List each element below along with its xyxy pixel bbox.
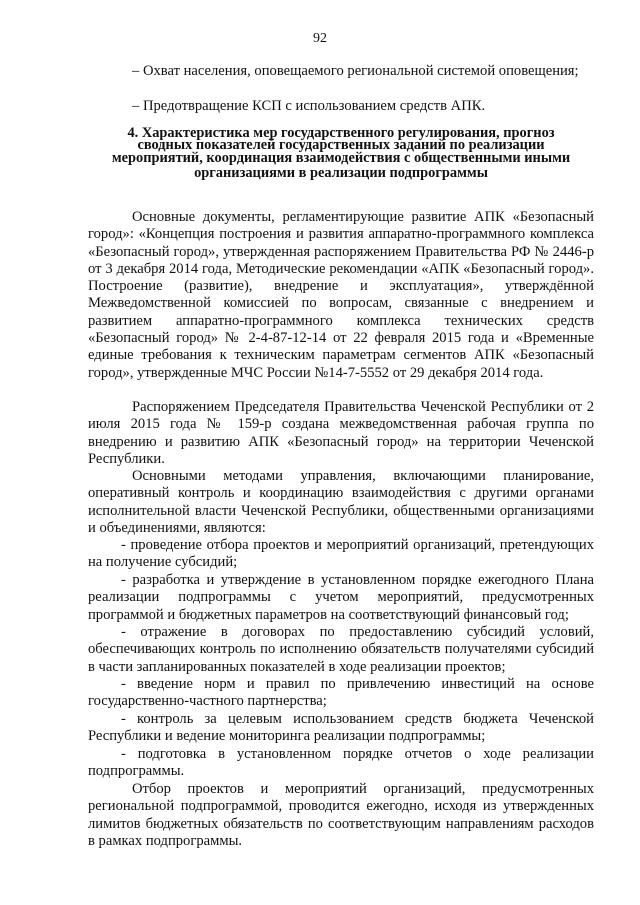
heading-line: сводных показателей государственных заданий по реализации (137, 137, 545, 153)
page-number: 92 (313, 31, 327, 46)
heading-line: организациями в реализации подпрограммы (194, 164, 488, 181)
list-item-coverage: – Охват населения, оповещаемого региональной системой оповещения; (132, 63, 579, 79)
bullet-reports: - подготовка в установленном порядке отчетов о ходе реализации подпрограммы. (88, 746, 594, 780)
paragraph-methods: Основными методами управления, включающими планирование, оперативный контроль и координацию взаимодействия с другими органами исполнительной власти Чеченской Республики, общественными организациями и объединениями, являются: (88, 468, 594, 536)
list-item-prevention: – Предотвращение КСП с использованием средств АПК. (132, 98, 486, 114)
bullet-selection: - проведение отбора проектов и мероприятий организаций, претендующих на получение субсидий; (88, 537, 594, 571)
heading-line: 4. Характеристика мер государственного регулирования, прогноз (127, 125, 555, 141)
paragraph-documents: Основные документы, регламентирующие развитие АПК «Безопасный город»: «Концепция построения и развития аппаратно-программного комплекса «Безопасный город», утвержденная распоряжением Правительства РФ № 2446-р от 3 декабря 2014 года, Методические рекомендации «АПК «Безопасный город». Построение (развитие), внедрение и эксплуатация», утверждённой Межведомственной комиссией по вопросам, связанные с внедрением и развитием аппаратно-программного комплекса технических средств «Безопасный город» № 2-4-87-12-14 от 22 февраля 2015 года и «Временные единые требования к техническим параметрам сегментов АПК «Безопасный город», утвержденные МЧС России №14-7-5552 от 29 декабря 2014 года. (88, 209, 594, 381)
paragraph-working-group: Распоряжением Председателя Правительства Чеченской Республики от 2 июля 2015 года № 159-р создана межведомственная рабочая группа по внедрению и развитию АПК «Безопасный город» на территории Чеченской Республики. (88, 399, 594, 467)
bullet-investment: - введение норм и правил по привлечению инвестиций на основе государственно-частного партнерства; (88, 676, 594, 710)
paragraph-selection: Отбор проектов и мероприятий организаций, предусмотренных региональной подпрограммой, проводится ежегодно, исходя из утвержденных лимитов бюджетных обязательств по соответствующим направлениям расходов в рамках подпрограммы. (88, 781, 594, 849)
bullet-contracts: - отражение в договорах по предоставлению субсидий условий, обеспечивающих контроль по исполнению обязательств получателями субсидий в части запланированных показателей в ходе реализации проектов; (88, 624, 594, 675)
heading-line: мероприятий, координация взаимодействия с общественными иными (111, 150, 571, 166)
bullet-control: - контроль за целевым использованием средств бюджета Чеченской Республики и ведение мониторинга реализации подпрограммы; (88, 711, 594, 745)
bullet-plan: - разработка и утверждение в установленном порядке ежегодного Плана реализации подпрограммы с учетом мероприятий, предусмотренных программой и бюджетных параметров на соответствующий финансовый год; (88, 572, 594, 623)
section-heading (88, 127, 594, 180)
